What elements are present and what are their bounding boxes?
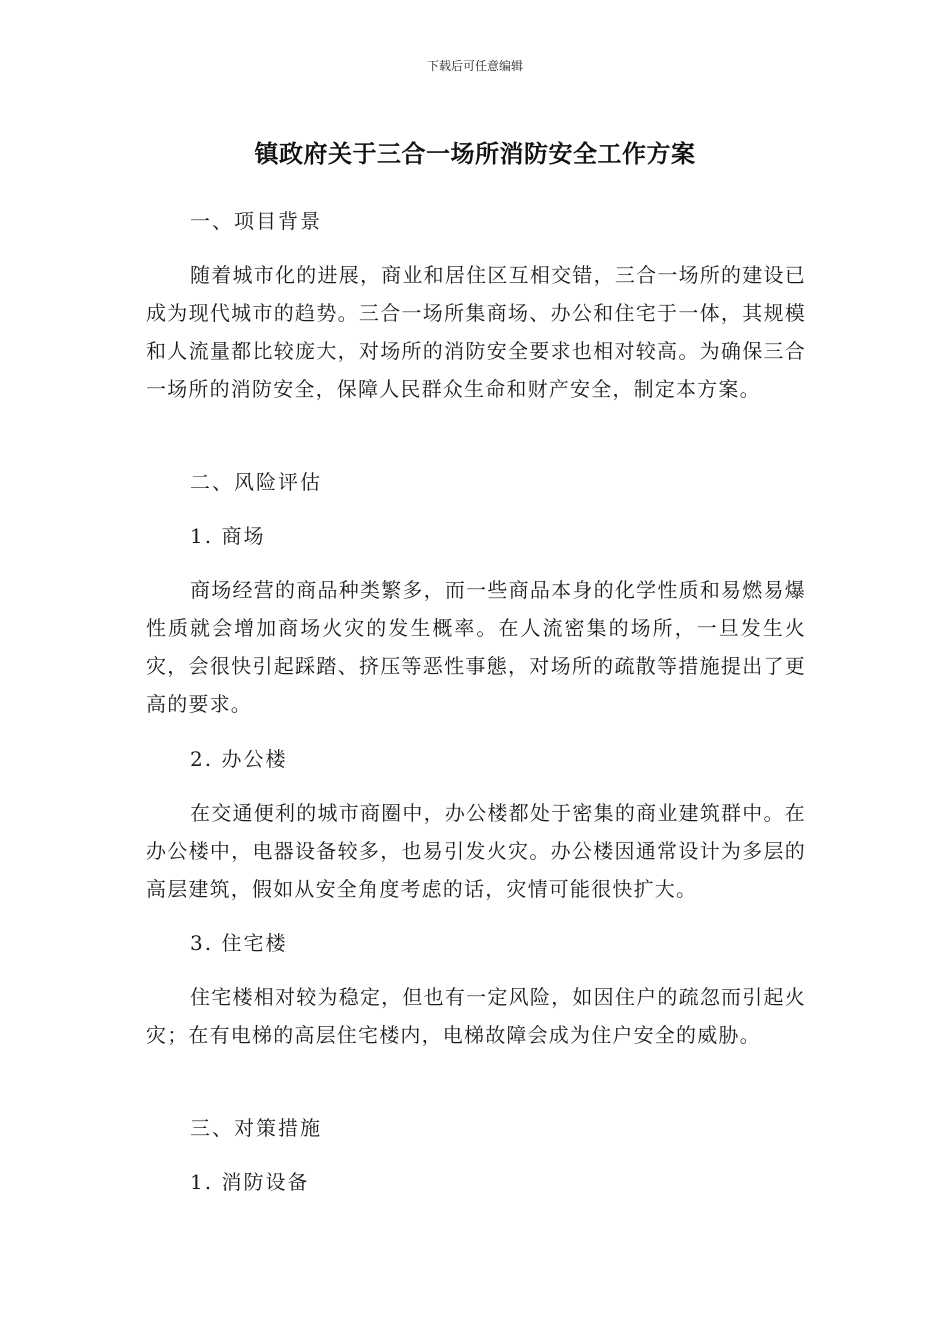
paragraph-background: 随着城市化的进展，商业和居住区互相交错，三合一场所的建设已成为现代城市的趋势。三合一场所集商场、办公和住宅于一体，其规模和人流量都比较庞大，对场所的消防安全要求也相对较高。为确保三合一场所的消防安全，保障人民群众生命和财产安全，制定本方案。 <box>146 263 806 401</box>
subheading-office-building: 2. 办公楼 <box>190 747 288 771</box>
paragraph-mall: 商场经营的商品种类繁多，而一些商品本身的化学性质和易燃易爆性质就会增加商场火灾的发生概率。在人流密集的场所，一旦发生火灾，会很快引起踩踏、挤压等恶性事態，对场所的疏散等措施提出了更高的要求。 <box>146 578 806 716</box>
section-heading-background: 一、项目背景 <box>190 209 322 233</box>
section-heading-countermeasures: 三、对策措施 <box>190 1116 322 1140</box>
document-title: 镇政府关于三合一场所消防安全工作方案 <box>254 140 696 168</box>
paragraph-residential-building: 住宅楼相对较为稳定，但也有一定风险，如因住户的疏忽而引起火灾；在有电梯的高层住宅楼内，电梯故障会成为住户安全的威胁。 <box>146 985 806 1047</box>
subheading-mall: 1. 商场 <box>190 524 266 548</box>
section-heading-risk-assessment: 二、风险评估 <box>190 470 322 494</box>
subheading-residential-building: 3. 住宅楼 <box>190 931 288 955</box>
subheading-fire-equipment: 1. 消防设备 <box>190 1170 310 1194</box>
paragraph-office-building: 在交通便利的城市商圈中，办公楼都处于密集的商业建筑群中。在办公楼中，电器设备较多，也易引发火灾。办公楼因通常设计为多层的高层建筑，假如从安全角度考虑的话，灾情可能很快扩大。 <box>146 801 806 901</box>
download-note: 下载后可任意编辑 <box>426 59 523 73</box>
